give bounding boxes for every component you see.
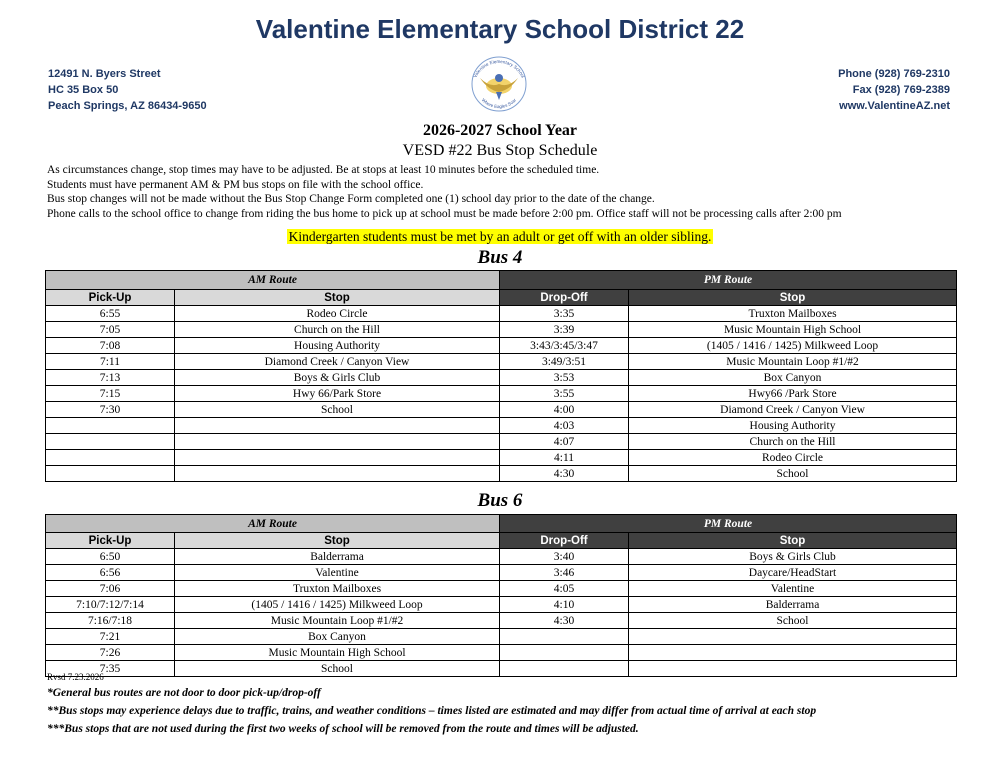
- am-time-cell: 7:30: [46, 402, 175, 418]
- am-stop-cell: Valentine: [175, 565, 500, 581]
- pm-time-cell: 4:07: [500, 434, 629, 450]
- footnote-line: *General bus routes are not door to door pick-up/drop-off: [47, 687, 321, 699]
- bus4-rows: [46, 306, 957, 482]
- table-row: [46, 613, 957, 629]
- pm-stop-cell: Rodeo Circle: [629, 450, 957, 466]
- pm-time-cell: 4:00: [500, 402, 629, 418]
- am-stop-cell: Hwy 66/Park Store: [175, 386, 500, 402]
- pm-stop-cell: Valentine: [629, 581, 957, 597]
- pm-time-cell: 4:05: [500, 581, 629, 597]
- am-time-cell: 7:15: [46, 386, 175, 402]
- am-time-cell: 7:26: [46, 645, 175, 661]
- phone-text: Phone (928) 769-2310: [838, 68, 950, 80]
- dropoff-column-header: Drop-Off: [500, 533, 629, 549]
- am-time-cell: 6:50: [46, 549, 175, 565]
- pm-time-cell: 4:10: [500, 597, 629, 613]
- kindergarten-note: [0, 229, 1000, 245]
- pm-stop-cell: [629, 645, 957, 661]
- footnotes: [47, 684, 977, 738]
- am-stop-cell: Church on the Hill: [175, 322, 500, 338]
- table-row: [46, 661, 957, 677]
- pm-time-cell: 4:11: [500, 450, 629, 466]
- logo-text-top: Valentine Elementary School: [472, 58, 526, 79]
- pm-stop-cell: Truxton Mailboxes: [629, 306, 957, 322]
- eagle-logo: [466, 54, 532, 112]
- am-stop-cell: School: [175, 402, 500, 418]
- am-time-cell: 7:08: [46, 338, 175, 354]
- table-row: [46, 565, 957, 581]
- am-route-header: AM Route: [46, 515, 500, 533]
- am-time-cell: 7:05: [46, 322, 175, 338]
- am-stop-cell: Housing Authority: [175, 338, 500, 354]
- am-stop-cell: Truxton Mailboxes: [175, 581, 500, 597]
- stop-column-header: Stop: [175, 290, 500, 306]
- am-stop-cell: Balderrama: [175, 549, 500, 565]
- am-stop-cell: [175, 418, 500, 434]
- table-row: [46, 434, 957, 450]
- schedule-subtitle: VESD #22 Bus Stop Schedule: [402, 142, 598, 159]
- revised-date: Rvsd 7.23.2026: [47, 672, 104, 682]
- footnote-line: ***Bus stops that are not used during the first two weeks of school will be removed from the route and times will be adjusted.: [47, 723, 639, 735]
- am-time-cell: [46, 418, 175, 434]
- pm-route-header: PM Route: [500, 271, 957, 290]
- am-time-cell: 7:13: [46, 370, 175, 386]
- district-title: Valentine Elementary School District 22: [255, 14, 745, 44]
- pm-stop-cell: School: [629, 466, 957, 482]
- stop-column-header: Stop: [629, 290, 957, 306]
- pm-stop-cell: School: [629, 613, 957, 629]
- pm-time-cell: 3:49/3:51: [500, 354, 629, 370]
- am-stop-cell: School: [175, 661, 500, 677]
- am-route-header: AM Route: [46, 271, 500, 290]
- table-row: [46, 418, 957, 434]
- pm-stop-cell: Daycare/HeadStart: [629, 565, 957, 581]
- pm-stop-cell: Music Mountain High School: [629, 322, 957, 338]
- address-block: [48, 66, 207, 114]
- pm-time-cell: 3:43/3:45/3:47: [500, 338, 629, 354]
- am-time-cell: 7:16/7:18: [46, 613, 175, 629]
- pm-time-cell: 3:35: [500, 306, 629, 322]
- pm-stop-cell: Housing Authority: [629, 418, 957, 434]
- am-time-cell: 7:10/7:12/7:14: [46, 597, 175, 613]
- logo-text-bottom: Where Eagles Soar: [480, 97, 518, 110]
- stop-column-header: Stop: [629, 533, 957, 549]
- am-time-cell: 6:55: [46, 306, 175, 322]
- pm-time-cell: [500, 661, 629, 677]
- am-time-cell: 7:35: [46, 661, 175, 677]
- pm-stop-cell: Diamond Creek / Canyon View: [629, 402, 957, 418]
- pm-stop-cell: Box Canyon: [629, 370, 957, 386]
- note-line: Students must have permanent AM & PM bus stops on file with the school office.: [47, 178, 424, 191]
- fax-text: Fax (928) 769-2389: [852, 84, 950, 96]
- bus6-title: Bus 6: [477, 490, 523, 511]
- pm-stop-cell: Church on the Hill: [629, 434, 957, 450]
- address-line: Peach Springs, AZ 86434-9650: [48, 100, 207, 112]
- pm-stop-cell: Boys & Girls Club: [629, 549, 957, 565]
- pm-time-cell: 3:53: [500, 370, 629, 386]
- bus6-rows: [46, 549, 957, 677]
- am-stop-cell: [175, 466, 500, 482]
- table-row: [46, 370, 957, 386]
- pm-time-cell: [500, 629, 629, 645]
- pm-time-cell: 3:40: [500, 549, 629, 565]
- pm-stop-cell: (1405 / 1416 / 1425) Milkweed Loop: [629, 338, 957, 354]
- table-row: [46, 450, 957, 466]
- bus6-schedule-table: [45, 514, 957, 677]
- am-stop-cell: Diamond Creek / Canyon View: [175, 354, 500, 370]
- pm-time-cell: 4:30: [500, 613, 629, 629]
- table-row: [46, 466, 957, 482]
- pm-stop-cell: Balderrama: [629, 597, 957, 613]
- dropoff-column-header: Drop-Off: [500, 290, 629, 306]
- am-stop-cell: Music Mountain Loop #1/#2: [175, 613, 500, 629]
- table-row: [46, 629, 957, 645]
- am-stop-cell: Box Canyon: [175, 629, 500, 645]
- pm-stop-cell: Hwy66 /Park Store: [629, 386, 957, 402]
- pm-time-cell: 3:55: [500, 386, 629, 402]
- pm-time-cell: 4:03: [500, 418, 629, 434]
- table-row: [46, 354, 957, 370]
- table-row: [46, 402, 957, 418]
- pm-time-cell: 3:39: [500, 322, 629, 338]
- table-row: [46, 338, 957, 354]
- pm-stop-cell: Music Mountain Loop #1/#2: [629, 354, 957, 370]
- pm-time-cell: 4:30: [500, 466, 629, 482]
- contact-block: [838, 66, 950, 114]
- pickup-column-header: Pick-Up: [46, 533, 175, 549]
- am-stop-cell: Music Mountain High School: [175, 645, 500, 661]
- am-stop-cell: [175, 450, 500, 466]
- pm-route-header: PM Route: [500, 515, 957, 533]
- note-line: Phone calls to the school office to change from riding the bus home to pick up at school must be made before 2:00 pm. Office staff will not be processing calls after 2:00 pm: [47, 207, 842, 220]
- bus4-schedule-table: [45, 270, 957, 482]
- pickup-column-header: Pick-Up: [46, 290, 175, 306]
- table-row: [46, 597, 957, 613]
- notes-block: [47, 163, 977, 221]
- table-row: [46, 322, 957, 338]
- am-time-cell: 6:56: [46, 565, 175, 581]
- am-time-cell: 7:06: [46, 581, 175, 597]
- pm-stop-cell: [629, 661, 957, 677]
- pm-stop-cell: [629, 629, 957, 645]
- table-row: [46, 386, 957, 402]
- table-row: [46, 581, 957, 597]
- note-line: Bus stop changes will not be made without the Bus Stop Change Form completed one (1) school day prior to the date of the change.: [47, 193, 655, 205]
- note-line: As circumstances change, stop times may have to be adjusted. Be at stops at least 10 minutes before the scheduled time.: [47, 164, 600, 176]
- table-row: [46, 306, 957, 322]
- bus4-title: Bus 4: [477, 247, 523, 268]
- pm-time-cell: 3:46: [500, 565, 629, 581]
- stop-column-header: Stop: [175, 533, 500, 549]
- am-stop-cell: [175, 434, 500, 450]
- kindergarten-note-text: Kindergarten students must be met by an adult or get off with an older sibling.: [288, 229, 712, 244]
- school-year-heading: 2026-2027 School Year: [422, 122, 578, 139]
- table-row: [46, 645, 957, 661]
- website-text: www.ValentineAZ.net: [839, 100, 950, 112]
- am-stop-cell: (1405 / 1416 / 1425) Milkweed Loop: [175, 597, 500, 613]
- pm-time-cell: [500, 645, 629, 661]
- am-time-cell: [46, 466, 175, 482]
- am-time-cell: 7:21: [46, 629, 175, 645]
- am-stop-cell: Rodeo Circle: [175, 306, 500, 322]
- footnote-line: **Bus stops may experience delays due to traffic, trains, and weather conditions – times listed are estimated and may differ from actual time of arrival at each stop: [47, 705, 817, 717]
- am-time-cell: [46, 450, 175, 466]
- table-row: [46, 549, 957, 565]
- address-line: 12491 N. Byers Street: [48, 68, 161, 80]
- am-time-cell: 7:11: [46, 354, 175, 370]
- address-line: HC 35 Box 50: [48, 84, 119, 96]
- am-stop-cell: Boys & Girls Club: [175, 370, 500, 386]
- am-time-cell: [46, 434, 175, 450]
